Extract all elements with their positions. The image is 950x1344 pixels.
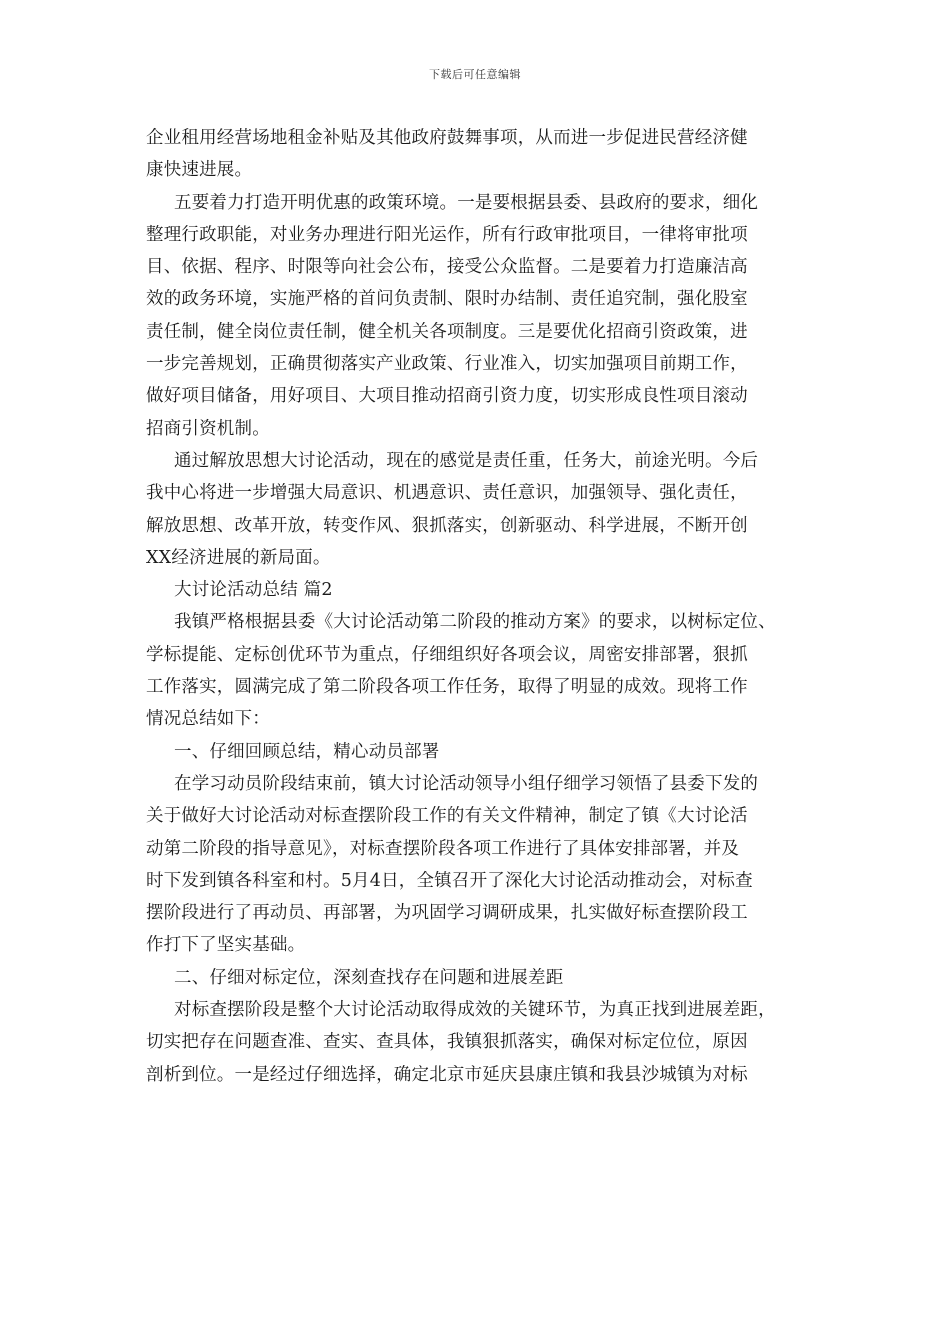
text-line: 剖析到位。一是经过仔细选择，确定北京市延庆县康庄镇和我县沙城镇为对标 [146,1064,748,1085]
text-line: 解放思想、改革开放，转变作风、狠抓落实，创新驱动、科学进展，不断开创 [146,515,748,536]
text-line: 五要着力打造开明优惠的政策环境。一是要根据县委、县政府的要求，细化 [174,192,759,213]
text-line: 情况总结如下： [146,709,270,730]
text-line: 一步完善规划，正确贯彻落实产业政策、行业准入，切实加强项目前期工作， [146,354,748,375]
text-line: XX经济进展的新局面。 [146,547,331,568]
text-line: 责任制，健全岗位责任制，健全机关各项制度。三是要优化招商引资政策，进 [146,321,748,342]
text-line: 做好项目储备，用好项目、大项目推动招商引资力度，切实形成良性项目滚动 [146,386,748,407]
text-line: 关于做好大讨论活动对标查摆阶段工作的有关文件精神，制定了镇《大讨论活 [146,806,748,827]
text-line: 一、仔细回顾总结，精心动员部署 [174,741,440,762]
document-body [146,122,812,1091]
text-line: 工作落实，圆满完成了第二阶段各项工作任务，取得了明显的成效。现将工作 [146,677,748,698]
text-line: 整理行政职能，对业务办理进行阳光运作，所有行政审批项目，一律将审批项 [146,224,748,245]
text-line: 二、仔细对标定位，深刻查找存在问题和进展差距 [174,967,564,988]
text-line: 招商引资机制。 [146,418,270,439]
text-line: 作打下了坚实基础。 [146,935,306,956]
text-line: 在学习动员阶段结束前，镇大讨论活动领导小组仔细学习领悟了县委下发的 [174,773,759,794]
text-line: 目、依据、程序、时限等向社会公布，接受公众监督。二是要着力打造廉洁高 [146,257,748,278]
text-line: 我镇严格根据县委《大讨论活动第二阶段的推动方案》的要求，以树标定位、 [174,612,776,633]
text-line: 学标提能、定标创优环节为重点，仔细组织好各项会议，周密安排部署，狠抓 [146,644,748,665]
text-line: 摆阶段进行了再动员、再部署，为巩固学习调研成果，扎实做好标查摆阶段工 [146,903,748,924]
text-line: 对标查摆阶段是整个大讨论活动取得成效的关键环节，为真正找到进展差距， [174,1000,776,1021]
text-line: 康快速进展。 [146,160,253,181]
text-line: 切实把存在问题查准、查实、查具体，我镇狠抓落实，确保对标定位位，原因 [146,1032,748,1053]
text-line: 时下发到镇各科室和村。5月4日，全镇召开了深化大讨论活动推动会，对标查 [146,870,753,891]
text-line: 大讨论活动总结 篇2 [174,580,333,601]
text-line: 企业租用经营场地租金补贴及其他政府鼓舞事项，从而进一步促进民营经济健 [146,128,748,148]
text-line: 通过解放思想大讨论活动，现在的感觉是责任重，任务大，前途光明。今后 [174,450,759,471]
text-line: 我中心将进一步增强大局意识、机遇意识、责任意识，加强领导、强化责任， [146,483,748,504]
page-header: 下载后可任意编辑 [429,68,521,81]
text-line: 动第二阶段的指导意见》，对标查摆阶段各项工作进行了具体安排部署，并及 [146,838,740,859]
text-line: 效的政务环境，实施严格的首问负责制、限时办结制、责任追究制，强化股室 [146,289,748,310]
